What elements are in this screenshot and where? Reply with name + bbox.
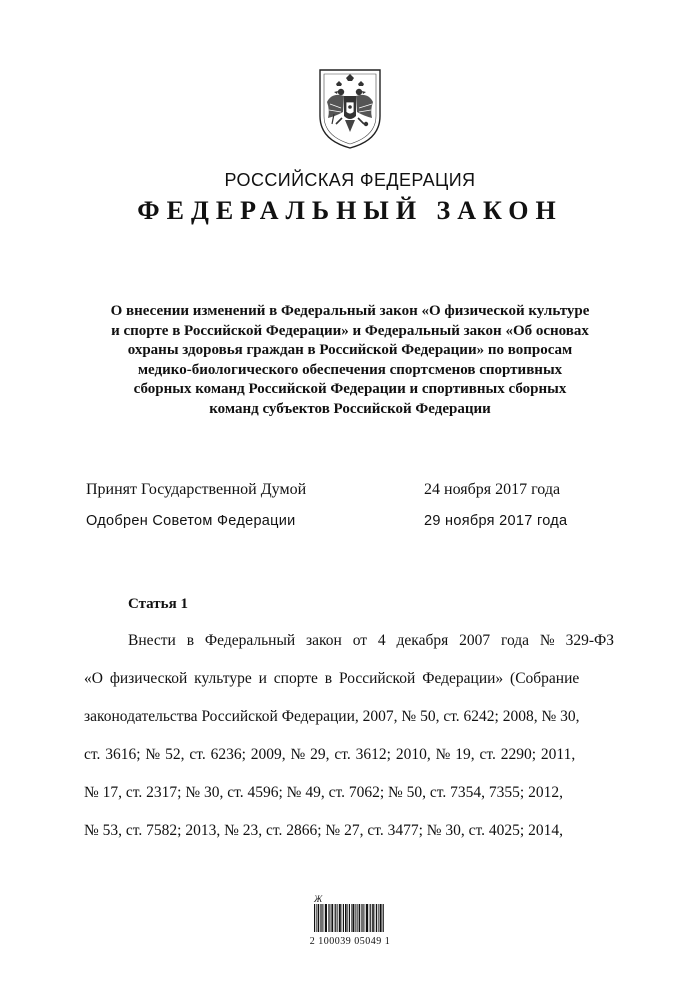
council-approval-date: 29 ноября 2017 года (424, 513, 568, 529)
law-title-line: команд субъектов Российской Федерации (209, 400, 491, 417)
law-title-line: и спорте в Российской Федерации» и Федеральный закон «Об основах (111, 322, 589, 339)
law-title (60, 302, 640, 419)
article-text-line: «О физической культуре и спорте в Российской Федерации» (Собрание (84, 670, 580, 687)
barcode-icon (314, 904, 384, 932)
document-type: ФЕДЕРАЛЬНЫЙ ЗАКОН (137, 196, 563, 225)
barcode-mark: Ж (314, 894, 323, 904)
law-title-line: О внесении изменений в Федеральный закон «О физической культуре (110, 303, 590, 319)
law-title-line: охраны здоровья граждан в Российской Федерации» по вопросам (127, 342, 573, 358)
duma-adoption-label: Принят Государственной Думой (86, 481, 307, 498)
country-name: РОССИЙСКАЯ ФЕДЕРАЦИЯ (224, 170, 476, 190)
article-text-line: ст. 3616; № 52, ст. 6236; 2009, № 29, ст. 3612; 2010, № 19, ст. 2290; 2011, (84, 746, 576, 763)
state-emblem-icon (314, 66, 386, 150)
article-text-line: № 17, ст. 2317; № 30, ст. 4596; № 49, ст. 7062; № 50, ст. 7354, 7355; 2012, (84, 784, 563, 801)
article-text-line: законодательства Российской Федерации, 2007, № 50, ст. 6242; 2008, № 30, (84, 708, 580, 725)
duma-adoption-date: 24 ноября 2017 года (424, 481, 561, 498)
law-title-line: сборных команд Российской Федерации и спортивных сборных (133, 381, 567, 397)
law-title-line: медико-биологического обеспечения спортсменов спортивных (137, 361, 563, 378)
council-approval-label: Одобрен Советом Федерации (86, 513, 296, 529)
article-heading: Статья 1 (128, 596, 188, 612)
article-text-line: № 53, ст. 7582; 2013, № 23, ст. 2866; № 27, ст. 3477; № 30, ст. 4025; 2014, (84, 822, 563, 839)
barcode-number: 2 100039 05049 1 (309, 936, 391, 947)
article-text-line: Внести в Федеральный закон от 4 декабря 2007 года № 329-ФЗ (128, 632, 614, 649)
